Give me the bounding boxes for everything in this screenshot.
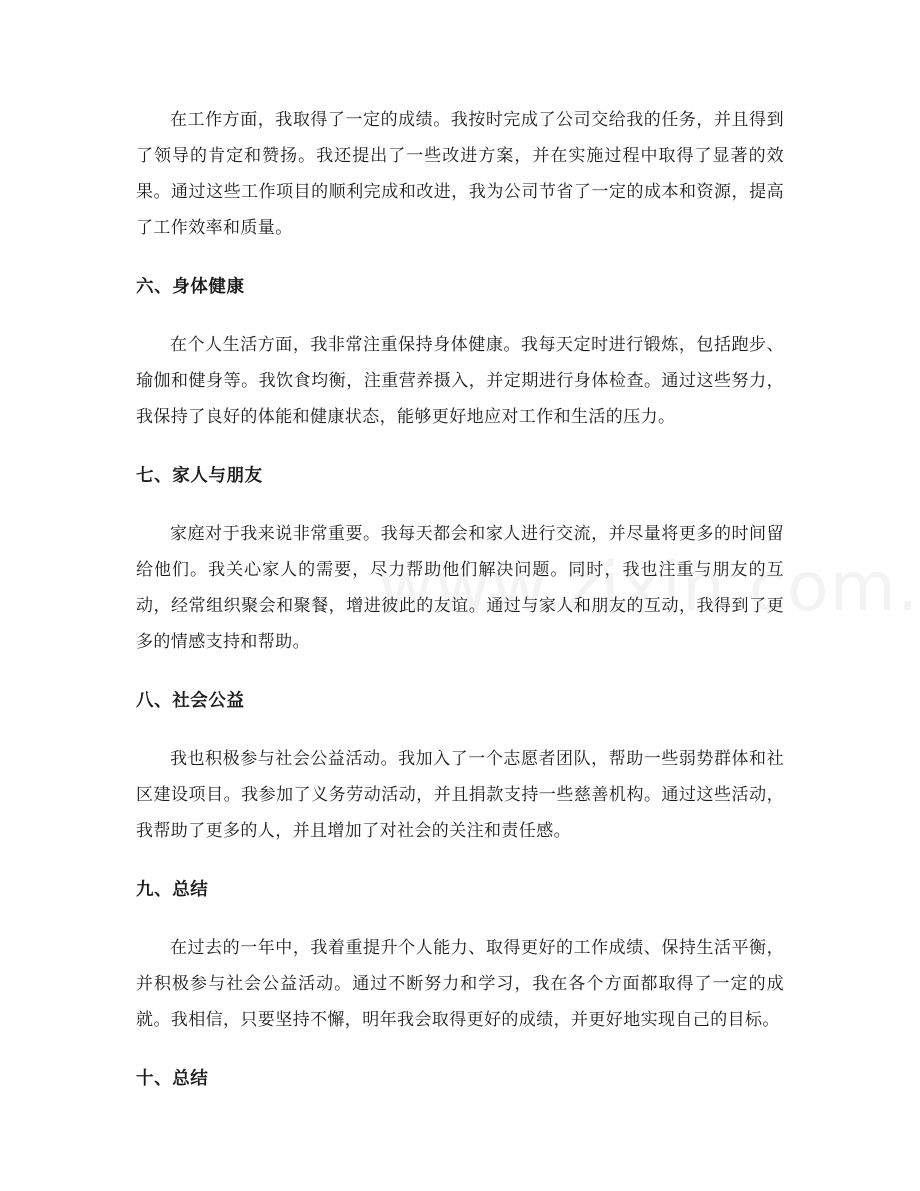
document-body — [136, 102, 784, 1097]
heading-final-summary: 十、总结 — [136, 1069, 209, 1089]
heading-charity: 八、社会公益 — [136, 691, 245, 711]
heading-summary: 九、总结 — [136, 880, 209, 900]
paragraph-health: 在个人生活方面，我非常注重保持身体健康。我每天定时进行锻炼，包括跑步、瑜伽和健身等。我饮食均衡，注重营养摄入，并定期进行身体检查。通过这些努力，我保持了良好的体能和健康状态，能够更好地应对工作和生活的压力。 — [136, 335, 784, 427]
paragraph-summary: 在过去的一年中，我着重提升个人能力、取得更好的工作成绩、保持生活平衡，并积极参与社会公益活动。通过不断努力和学习，我在各个方面都取得了一定的成就。我相信，只要坚持不懈，明年我会取得更好的成绩，并更好地实现自己的目标。 — [136, 938, 784, 1030]
paragraph-family: 家庭对于我来说非常重要。我每天都会和家人进行交流，并尽量将更多的时间留给他们。我关心家人的需要，尽力帮助他们解决问题。同时，我也注重与朋友的互动，经常组织聚会和聚餐，增进彼此的友谊。通过与家人和朋友的互动，我得到了更多的情感支持和帮助。 — [136, 524, 784, 652]
heading-health: 六、身体健康 — [136, 277, 245, 297]
paragraph-charity: 我也积极参与社会公益活动。我加入了一个志愿者团队，帮助一些弱势群体和社区建设项目。我参加了义务劳动活动，并且捐款支持一些慈善机构。通过这些活动，我帮助了更多的人，并且增加了对社会的关注和责任感。 — [136, 749, 784, 841]
heading-family: 七、家人与朋友 — [136, 466, 263, 486]
paragraph-work: 在工作方面，我取得了一定的成绩。我按时完成了公司交给我的任务，并且得到了领导的肯定和赞扬。我还提出了一些改进方案，并在实施过程中取得了显著的效果。通过这些工作项目的顺利完成和改进，我为公司节省了一定的成本和资源，提高了工作效率和质量。 — [136, 110, 784, 238]
